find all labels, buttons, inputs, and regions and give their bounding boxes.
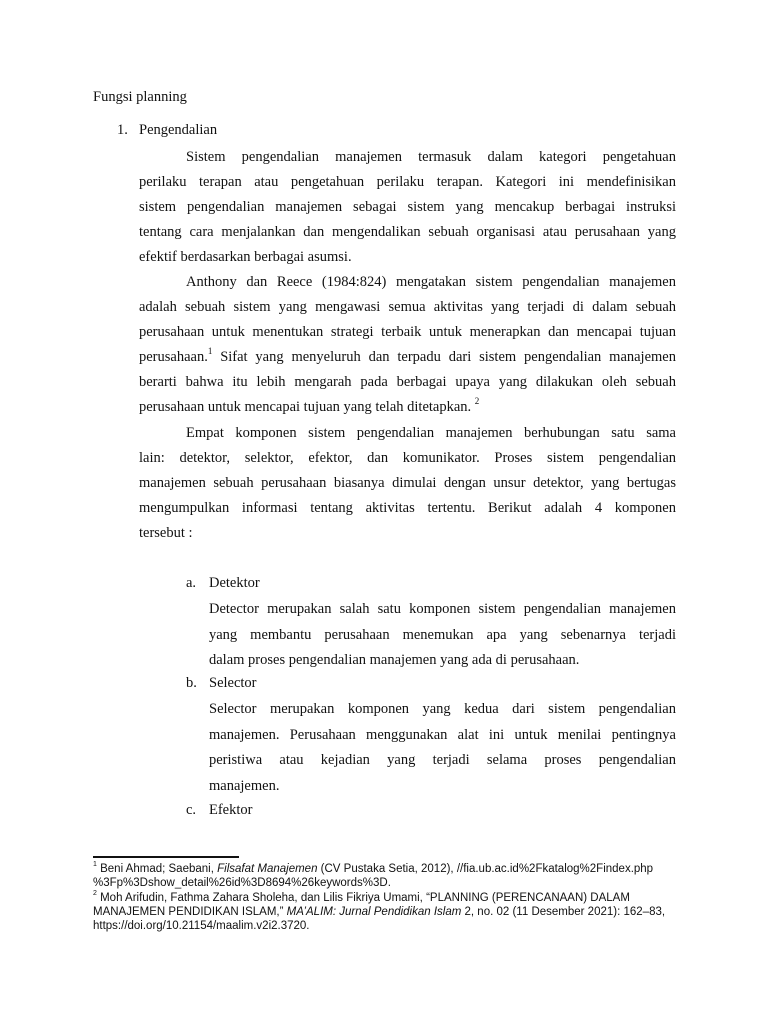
paragraph-line: adalah sebuah sistem yang mengawasi semua aktivitas yang terjadi di dalam sebuah [139, 299, 676, 315]
footnote-link[interactable]: (CV Pustaka Setia, 2012), //fia.ub.ac.id%2Fkatalog%2Findex.php [317, 863, 654, 875]
footnote-text: 2, no. 02 (11 Desember 2021): 162–83, [461, 906, 666, 918]
footnote-ref-1[interactable]: 1 [207, 346, 213, 357]
component-description-detektor [209, 597, 676, 674]
footnote-title: Filsafat Manajemen [217, 863, 318, 875]
paragraph-line: tersebut : [139, 525, 193, 541]
footnote-2 [93, 891, 683, 933]
paragraph-line: manajemen sebuah perusahaan biasanya dimulai dengan unsur detektor, yang bertugas [139, 475, 676, 491]
footnote-number: 2 [93, 890, 97, 898]
paragraph-line: perilaku terapan atau pengetahuan perilaku terapan. Kategori ini mendefinisikan [139, 174, 676, 190]
paragraph-line: yang membantu perusahaan menemukan apa yang sebenarnya terjadi [209, 626, 676, 643]
paragraph-line: Empat komponen sistem pengendalian manajemen berhubungan satu sama [186, 425, 676, 441]
paragraph-line: perusahaan untuk menentukan strategi terbaik untuk menerapkan dan mencapai tujuan [139, 324, 676, 340]
paragraph-line: efektif berdasarkan berbagai asumsi. [139, 249, 352, 265]
paragraph-line: peristiwa atau kejadian yang terjadi selama proses pengendalian [209, 752, 676, 768]
list-marker: a. [186, 575, 197, 591]
paragraph-line: tentang cara menjalankan dan mengendalikan sebuah organisasi atau perusahaan yang [139, 224, 676, 240]
component-description-selector [209, 697, 676, 799]
footnote-text: Beni Ahmad; Saebani, [96, 863, 218, 875]
paragraph-line: mengumpulkan informasi tentang aktivitas tertentu. Berikut adalah 4 komponen [139, 500, 676, 516]
footnote-journal: MA’ALIM: Jurnal Pendidikan Islam [286, 906, 462, 918]
paragraph-line: berarti bahwa itu lebih mengarah pada berbagai upaya yang dilakukan oleh sebuah [139, 374, 676, 390]
footnote-separator [93, 856, 239, 858]
section-number: 1. [117, 122, 128, 138]
paragraph-line [139, 395, 676, 420]
paragraph-line: sistem pengendalian manajemen sebagai sistem yang mencakup berbagai instruksi [139, 199, 676, 215]
paragraph-line: dalam proses pengendalian manajemen yang ada di perusahaan. [209, 652, 580, 668]
paragraph-line: Selector merupakan komponen yang kedua dari sistem pengendalian [209, 701, 676, 717]
footnote-line [93, 891, 683, 905]
footnote-1 [93, 862, 683, 890]
paragraph-3 [139, 421, 676, 546]
list-marker: b. [186, 675, 197, 691]
footnote-doi-link[interactable]: https://doi.org/10.21154/maalim.v2i2.3720. [93, 920, 310, 932]
footnote-number: 1 [93, 861, 97, 869]
paragraph-text: Sifat yang menyeluruh dan terpadu dari sistem pengendalian manajemen [212, 349, 676, 365]
footnote-text: Moh Arifudin, Fathma Zahara Sholeha, dan Lilis Fikriya Umami, “PLANNING (PERENCANAAN) DALAM [96, 892, 630, 904]
page-title: Fungsi planning [93, 89, 187, 105]
list-marker: c. [186, 802, 197, 818]
paragraph-line: manajemen. Perusahaan menggunakan alat ini untuk menilai pentingnya [209, 726, 676, 743]
paragraph-text: perusahaan untuk mencapai tujuan yang telah ditetapkan. [139, 399, 475, 415]
paragraph-line: Detector merupakan salah satu komponen sistem pengendalian manajemen [209, 601, 676, 617]
component-heading-selector: Selector [209, 675, 257, 691]
section-heading: Pengendalian [139, 122, 218, 138]
component-heading-detektor: Detektor [209, 575, 260, 591]
paragraph-2 [139, 270, 676, 420]
footnote-text: MANAJEMEN PENDIDIKAN ISLAM,” [93, 906, 287, 918]
component-heading-efektor: Efektor [209, 802, 253, 818]
footnote-line [93, 905, 683, 919]
paragraph-text: perusahaan. [139, 349, 208, 365]
footnote-link-continued[interactable]: %3Fp%3Dshow_detail%26id%3D8694%26keywords%3D. [93, 877, 391, 889]
paragraph-line: manajemen. [209, 777, 280, 794]
paragraph-line: Anthony dan Reece (1984:824) mengatakan sistem pengendalian manajemen [186, 274, 676, 290]
paragraph-line [139, 345, 676, 370]
paragraph-1 [139, 145, 676, 270]
footnote-line [93, 862, 683, 876]
footnote-ref-2[interactable]: 2 [474, 396, 480, 407]
paragraph-line: Sistem pengendalian manajemen termasuk dalam kategori pengetahuan [186, 149, 676, 165]
paragraph-line: lain: detektor, selektor, efektor, dan komunikator. Proses sistem pengendalian [139, 450, 676, 466]
